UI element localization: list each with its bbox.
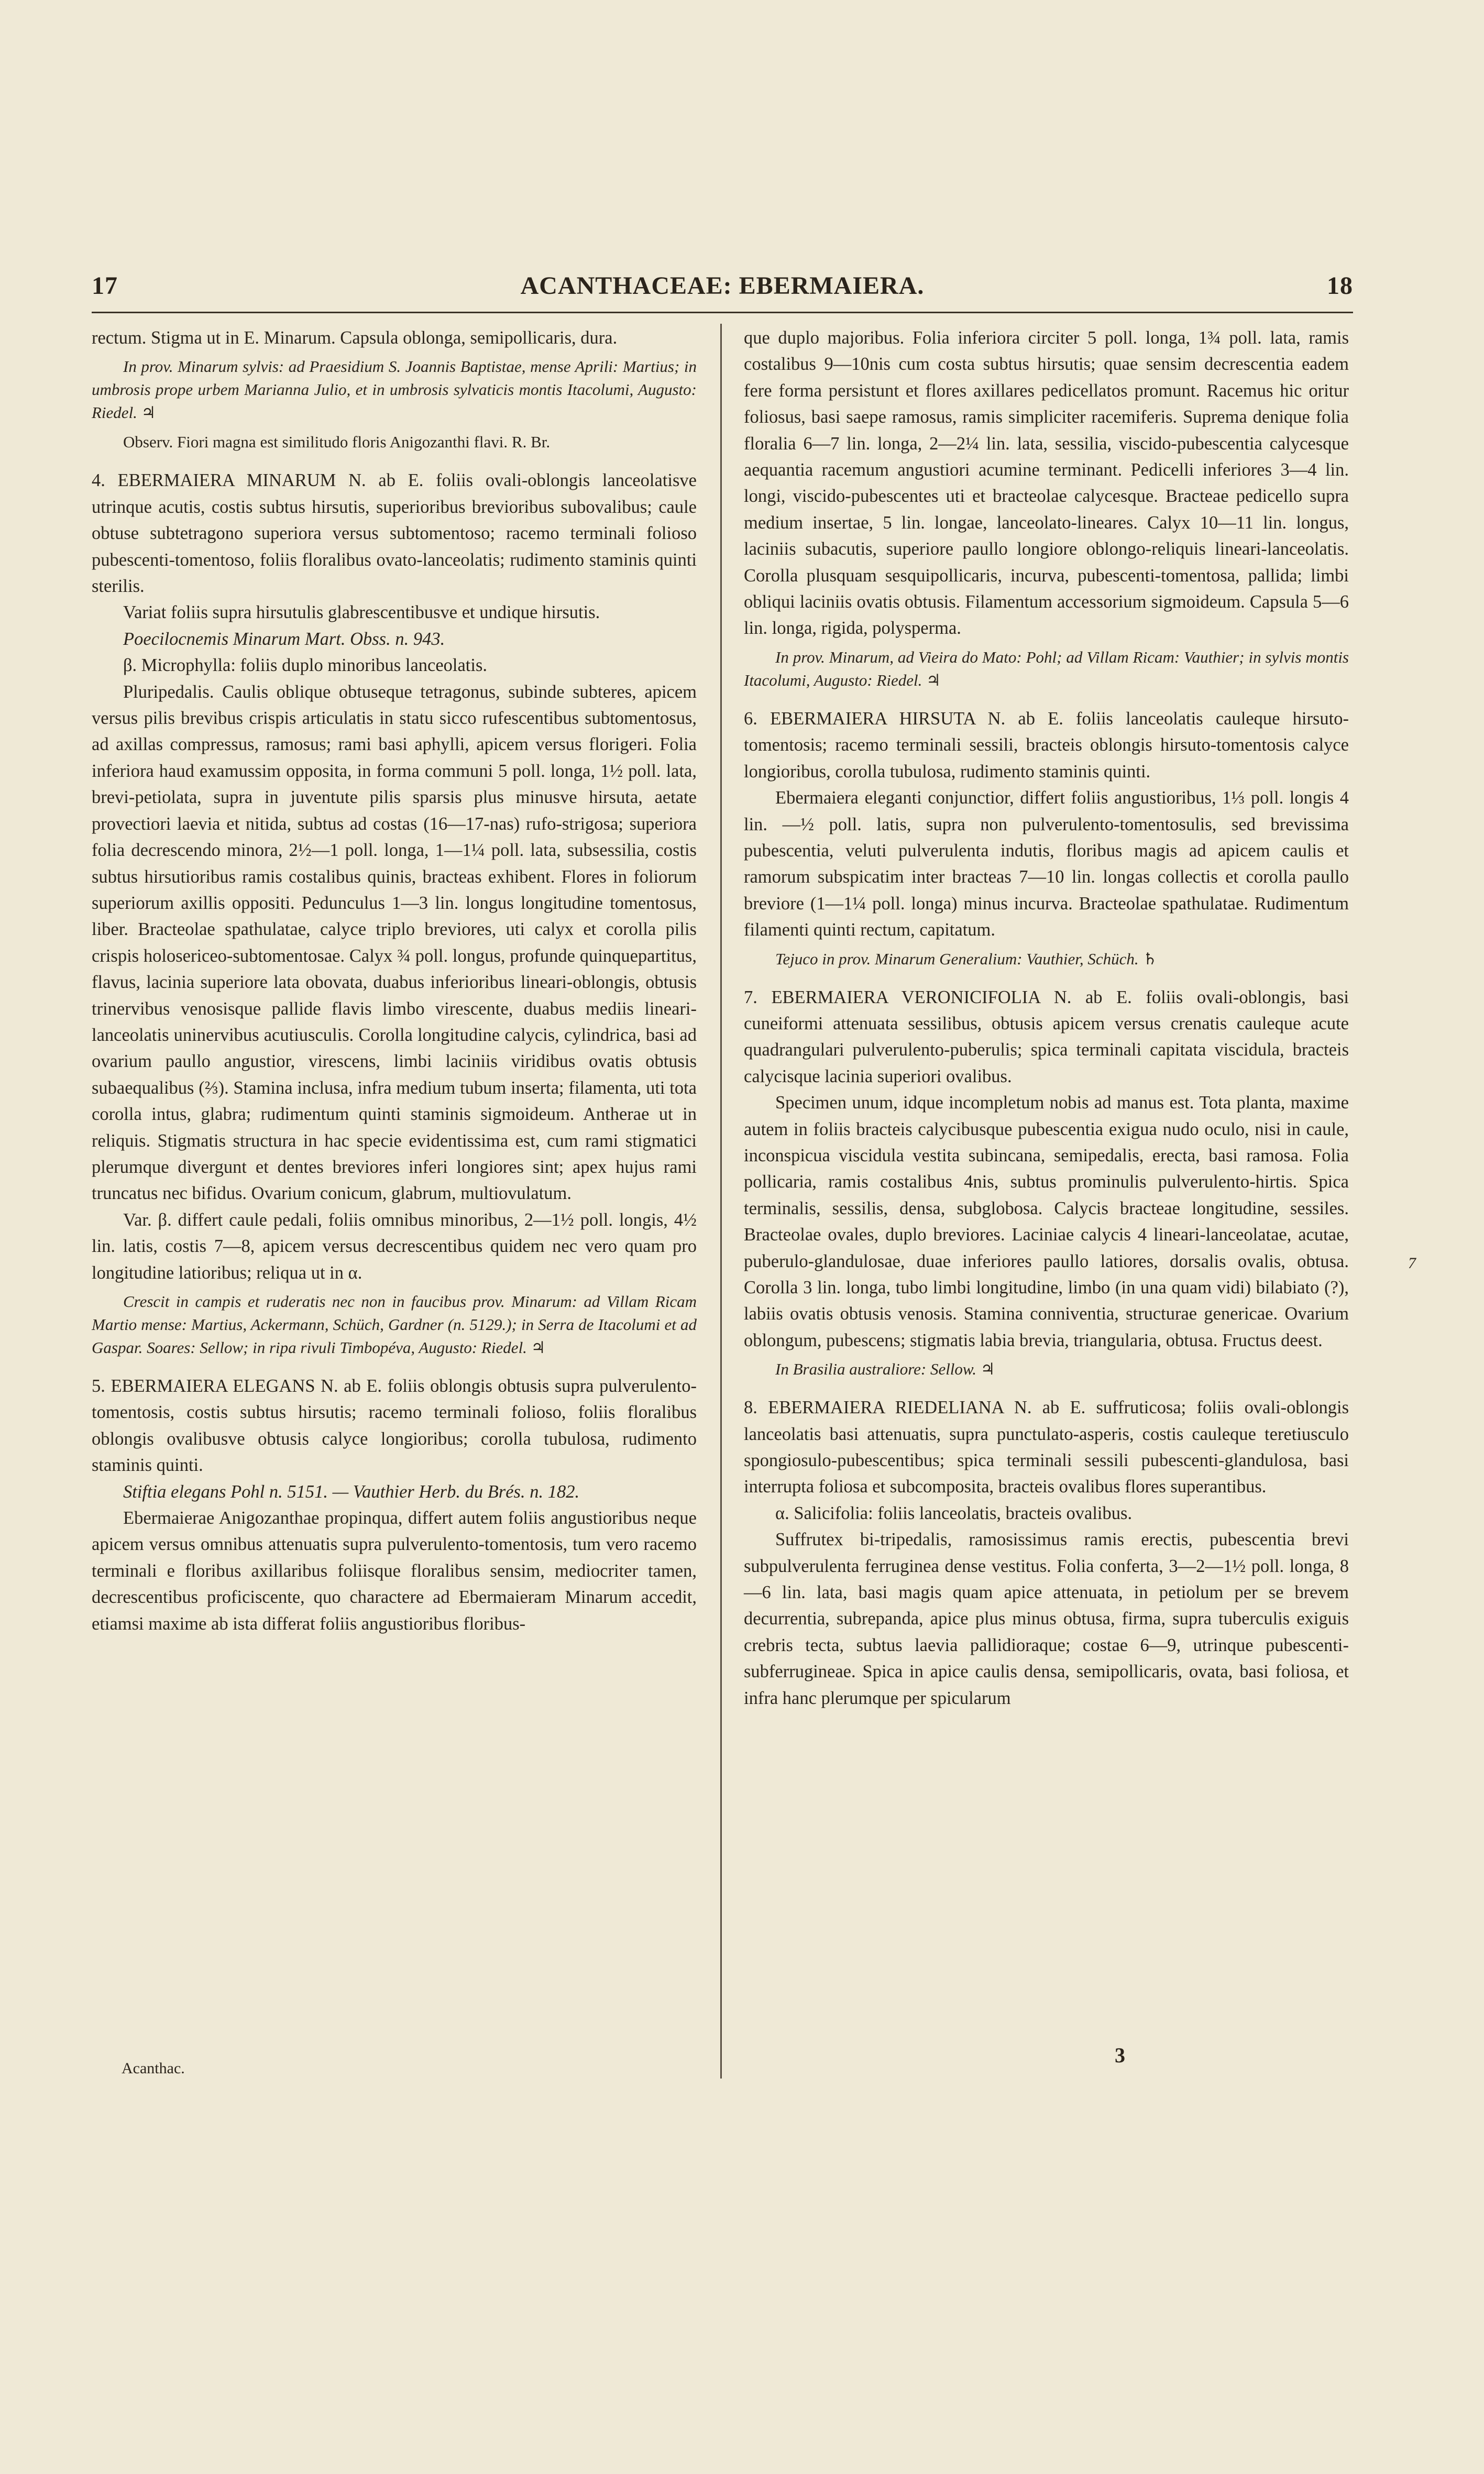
synonym: Stiftia elegans Pohl n. 5151. — Vauthier Herb. du Brés. n. 182.	[123, 1481, 580, 1502]
description-paragraph: Suffrutex bi-tripedalis, ramosissimus ramis erectis, pubescentia brevi subpulverulenta ferruginea dense vestitus. Folia conferta, 3—2—1½ poll. longa, 8—6 lin. lata, basi magis quam apice attenuata, in petiolum per se brevem decurrentia, subrepanda, apice plus minus obtusa, firma, supra tuberculis exiguis crebris tecta, subtus laevia pallidioraque; costae 6—9, utrinque pubescenti-subferrugineae. Spica in apice caulis densa, semipollicaris, ovata, basi foliosa, et infra hanc plerumque per spicularum	[744, 1530, 1349, 1708]
species-entry-6: 6. EBERMAIERA HIRSUTA N. ab E. foliis lanceolatis cauleque hirsuto-tomentosis; racemo terminali sessili, bracteis oblongis hirsuto-tomentosis calyce longioribus, corolla tubulosa, rudimento staminis quinti.	[744, 708, 1349, 782]
margin-note: 7	[1408, 1255, 1416, 1272]
running-title: ACANTHACEAE: EBERMAIERA.	[520, 272, 925, 300]
column-divider	[720, 324, 722, 2079]
species-entry-4: 4. EBERMAIERA MINARUM N. ab E. foliis ovali-oblongis lanceolatisve utrinque acutis, costis subtus hirsutis, superioribus brevioribus subovalibus; caule obtuse subtetragono superiora versus subtomentoso; racemo terminali folioso pubescenti-tomentoso, foliis floralibus ovato-lanceolatis; rudimento staminis quinti sterilis.	[92, 470, 697, 597]
sheet-number: 3	[1115, 2043, 1125, 2067]
species-entry-8: 8. EBERMAIERA RIEDELIANA N. ab E. suffruticosa; foliis ovali-oblongis lanceolatis basi attenuatis, supra punctulato-asperis, costis cauleque teretiusculo spongiosulo-pubescentibus; spica terminali sessili pubescenti-glandulosa, basi interrupta foliosa et subcomposita, bracteis ovalibus flores superantibus.	[744, 1398, 1349, 1497]
locality-note: Crescit in campis et ruderatis nec non in faucibus prov. Minarum: ad Villam Ricam Martio mense: Martius, Ackermann, Schüch, Gardner (n. 5129.); in Serra de Itacolumi et ad Gaspar. Soares: Sellow; in ripa rivuli Timbopéva, Augusto: Riedel. ♃	[92, 1292, 697, 1357]
page-number-right: 18	[1327, 272, 1353, 300]
locality-note: In prov. Minarum sylvis: ad Praesidium S. Joannis Baptistae, mense Aprili: Martius; in umbrosis prope urbem Marianna Julio, et in umbrosis sylvaticis montis Itacolumi, Augusto: Riedel. ♃	[92, 357, 697, 422]
variety-beta: β. Microphylla: foliis duplo minoribus lanceolatis.	[123, 655, 488, 676]
locality-note: In prov. Minarum, ad Vieira do Mato: Pohl; ad Villam Ricam: Vauthier; in sylvis montis Itacolumi, Augusto: Riedel. ♃	[744, 647, 1349, 689]
description-paragraph: Ebermaiera eleganti conjunctior, differt foliis angustioribus, 1⅓ poll. longis 4 lin. —½ poll. latis, supra non pulverulento-tomentosulis, sed brevissima pubescentia, veluti pulverulenta indutis, floribus magis ad apicem caulis et ramorum subspicatim inter bracteas 7—10 lin. longas collectis et corolla paullo breviore (1—1¼ poll. longa) minus incurva. Bracteolae spathulatae. Rudimentum filamenti quinti rectum, capitatum.	[744, 788, 1349, 940]
species-entry-5: 5. EBERMAIERA ELEGANS N. ab E. foliis oblongis obtusis supra pulverulento-tomentosis, costis subtus hirsutis; racemo terminali folioso, foliis floralibus oblongis ovalibusve obtusis calyce longioribus; corolla tubulosa, rudimento staminis quinti.	[92, 1376, 697, 1476]
locality-note: Tejuco in prov. Minarum Generalium: Vauthier, Schüch. ♄	[775, 949, 1158, 968]
right-column	[744, 325, 1349, 1711]
description-paragraph: Pluripedalis. Caulis oblique obtuseque tetragonus, subinde subteres, apicem versus pilis brevibus crispis articulatis in statu sicco rufescentibus subtomentosus, ad axillas compressus, ramosus; rami basi aphylli, apicem versus florigeri. Folia inferiora haud examussim opposita, in forma communi 5 poll. longa, 1½ poll. lata, brevi-petiolata, supra in juventute pilis sparsis plus minusve hirsuta, aetate provectiori laevia et nitida, subtus ad costas (16—17-nas) rufo-strigosa; superiora folia decrescendo minora, 2½—1 poll. longa, 1—1¼ poll. lata, subsessilia, costis subtus hirsutioribus ramis costalibus quinis, bracteas exhibent. Flores in foliorum superiorum axillis oppositi. Pedunculus 1—3 lin. longus longitudine tomentosus, liber. Bracteolae spathulatae, calyce triplo breviores, uti calyx et corolla pilis crispis holosericeo-subtomentosae. Calyx ¾ poll. longus, profunde quinquepartitus, flavus, lacinia superiore lata obovata, duabus inferioribus lineari-oblongis, obtusis trinervibus venosisque pallide flavis limbo virescente, duabus mediis lineari-lanceolatis uninervibus acutiusculis. Corolla longitudine calycis, cylindrica, basi ad ovarium paullo angustior, virescens, limbi laciniis viridibus ovatis obtusis subaequalibus (⅔). Stamina inclusa, infra medium tubum inserta; filamenta, uti tota corolla intus, glabra; rudimentum quinti staminis sigmoideum. Antherae ut in reliquis. Stigmatis structura in hac specie evidentissima est, cum rami stigmatici plerumque divergunt et dentes breviores inferi longiores sint; apex hujus rami truncatus nec bifidus. Ovarium conicum, glabrum, multiovulatum.	[92, 681, 697, 1204]
paragraph: Var. β. differt caule pedali, foliis omnibus minoribus, 2—1½ poll. longis, 4½ lin. latis, costis 7—8, apicem versus decrescentibus quidem nec vero quam pro longitudine latioribus; reliqua ut in α.	[92, 1209, 697, 1283]
header-rule	[92, 312, 1353, 313]
paragraph: rectum. Stigma ut in E. Minarum. Capsula oblonga, semipollicaris, dura.	[92, 328, 618, 348]
description-paragraph: Specimen unum, idque incompletum nobis ad manus est. Tota planta, maxime autem in foliis bracteis calycibusque pubescentia exigua nudo oculo, nisi in caule, inconspicua viscidula vestita subincana, semipedalis, erecta, basi ramosa. Folia pollicaria, ramis costalibus 4nis, subtus prominulis pulverulento-hirtis. Spica terminalis, sessilis, densa, subglobosa. Calycis bracteae longitudine, sessiles. Bracteolae ovales, duplo breviores. Laciniae calycis 4 lineari-lanceolatae, acutae, puberulo-glandulosae, duae inferiores paullo latiores, dorsalis ovalis, obtusa. Corolla 3 lin. longa, tubo limbi longitudine, limbo (in una quam vidi) bilabiato (?), labiis ovatis obtusis venosis. Stamina conniventia, structurae genericae. Ovarium oblongum, pubescens; stigmatis labia brevia, triangularia, obtusa. Fructus deest.	[744, 1093, 1349, 1350]
paragraph: Variat foliis supra hirsutulis glabrescentibusve et undique hirsutis.	[123, 602, 600, 623]
running-header	[92, 271, 1353, 308]
description-paragraph: Ebermaierae Anigozanthae propinqua, differt autem foliis angustioribus neque apicem versus omnibus attenuatis supra pulverulento-tomentosis, tum vero racemo terminali e floribus axillaribus foliisque floralibus sensim, mediocriter tamen, decrescentibus proficiscente, quo charactere ad Ebermaieram Minarum accedit, etiamsi maxime ab ista differat foliis angustioribus floribus-	[92, 1508, 697, 1634]
page-number-left: 17	[92, 272, 118, 300]
signature-mark: Acanthac.	[122, 2060, 185, 2077]
locality-note: In Brasilia australiore: Sellow. ♃	[775, 1360, 995, 1379]
left-column	[92, 325, 697, 1637]
variety-alpha: α. Salicifolia: foliis lanceolatis, bracteis ovalibus.	[775, 1503, 1133, 1523]
synonym: Poecilocnemis Minarum Mart. Obss. n. 943.	[123, 629, 445, 649]
description-paragraph: que duplo majoribus. Folia inferiora circiter 5 poll. longa, 1¾ poll. lata, ramis costalibus 9—10nis cum costa subtus hirsutis; quae sensim decrescentia eadem fere forma persistunt et flores axillares pedicellatos promunt. Racemus hic oritur foliosus, basi saepe ramosus, ramis simpliciter racemiferis. Suprema denique folia floralia 6—7 lin. longa, 2—2¼ lin. lata, sessilia, viscido-pubescentia calycesque aequantia racemum angustiori acumine terminant. Pedicelli inferiores 3—4 lin. longi, viscido-pubescentes uti et bracteolae calycesque. Bracteae pedicello supra medium insertae, 5 lin. longae, lanceolato-lineares. Calyx 10—11 lin. longus, laciniis subacutis, superiore paullo longiore oblongo-reliquis lineari-lanceolatis. Corolla plusquam sesquipollicaris, incurva, pubescenti-tomentosa, pallida; limbi obliqui laciniis ovatis obtusis. Filamentum accessorium sigmoideum. Capsula 5—6 lin. longa, rigida, polysperma.	[744, 328, 1349, 639]
species-entry-7: 7. EBERMAIERA VERONICIFOLIA N. ab E. foliis ovali-oblongis, basi cuneiformi attenuata sessilibus, obtusis apicem versus crenatis cauleque acute quadrangulari pulverulento-puberulis; spica terminali capitata viscidula, bracteis calycisque lacinia superiori ovalibus.	[744, 987, 1349, 1086]
observation-note: Observ. Fiori magna est similitudo floris Anigozanthi flavi. R. Br.	[123, 433, 551, 452]
